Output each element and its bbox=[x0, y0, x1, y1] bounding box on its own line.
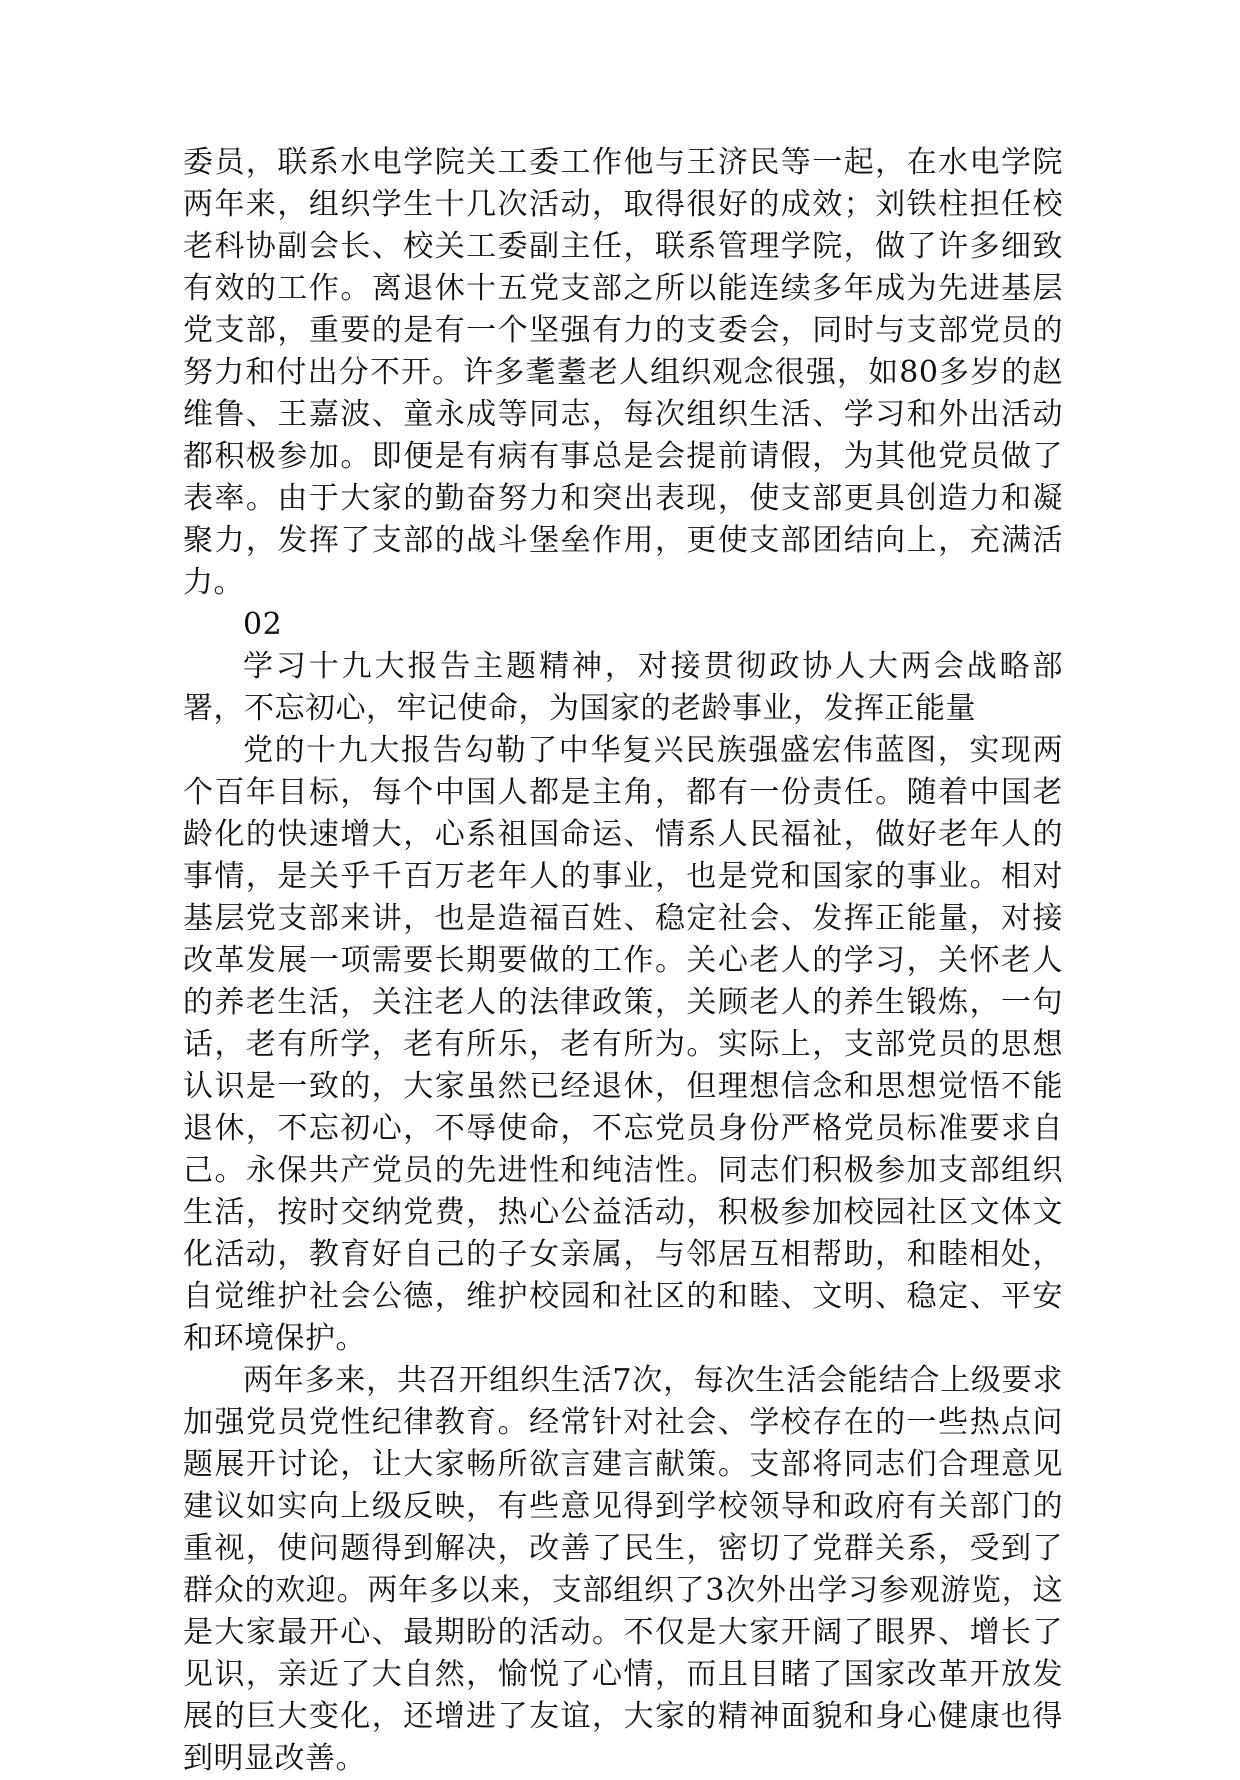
section-heading: 学习十九大报告主题精神，对接贯彻政协人大两会战略部署，不忘初心，牢记使命，为国家的老龄事业，发挥正能量 bbox=[183, 649, 1063, 726]
paragraph-body: 党的十九大报告勾勒了中华复兴民族强盛宏伟蓝图，实现两个百年目标，每个中国人都是主角，都有一份责任。随着中国老龄化的快速增大，心系祖国命运、情系人民福祉，做好老年人的事情，是关乎千百万老年人的事业，也是党和国家的事业。相对基层党支部来讲，也是造福百姓、稳定社会、发挥正能量，对接改革发展一项需要长期要做的工作。关心老人的学习，关怀老人的养老生活，关注老人的法律政策，关顾老人的养生锻炼，一句话，老有所学，老有所乐，老有所为。实际上，支部党员的思想认识是一致的，大家虽然已经退休，但理想信念和思想觉悟不能退休，不忘初心，不辱使命，不忘党员身份严格党员标准要求自己。永保共产党员的先进性和纯洁性。同志们积极参加支部组织生活，按时交纳党费，热心公益活动，积极参加校园社区文体文化活动，教育好自己的子女亲属，与邻居互相帮助，和睦相处，自觉维护社会公德，维护校园和社区的和睦、文明、稳定、平安和环境保护。 bbox=[183, 733, 1063, 1356]
document-page bbox=[183, 142, 1063, 1780]
paragraph-continuation: 委员，联系水电学院关工委工作他与王济民等一起，在水电学院两年来，组织学生十几次活动，取得很好的成效；刘铁柱担任校老科协副会长、校关工委副主任，联系管理学院，做了许多细致有效的工作。离退休十五党支部之所以能连续多年成为先进基层党支部，重要的是有一个坚强有力的支委会，同时与支部党员的努力和付出分不开。许多耄耋老人组织观念很强，如80多岁的赵维鲁、王嘉波、童永成等同志，每次组织生活、学习和外出活动都积极参加。即便是有病有事总是会提前请假，为其他党员做了表率。由于大家的勤奋努力和突出表现，使支部更具创造力和凝聚力，发挥了支部的战斗堡垒作用，更使支部团结向上，充满活力。 bbox=[183, 145, 1063, 600]
paragraph-body: 两年多来，共召开组织生活7次，每次生活会能结合上级要求加强党员党性纪律教育。经常针对社会、学校存在的一些热点问题展开讨论，让大家畅所欲言建言献策。支部将同志们合理意见建议如实向上级反映，有些意见得到学校领导和政府有关部门的重视，使问题得到解决，改善了民生，密切了党群关系，受到了群众的欢迎。两年多以来，支部组织了3次外出学习参观游览，这是大家最开心、最期盼的活动。不仅是大家开阔了眼界、增长了见识，亲近了大自然，愉悦了心情，而且目睹了国家改革开放发展的巨大变化，还增进了友谊，大家的精神面貌和身心健康也得到明显改善。 bbox=[183, 1363, 1063, 1776]
section-number: 02 bbox=[243, 607, 283, 642]
